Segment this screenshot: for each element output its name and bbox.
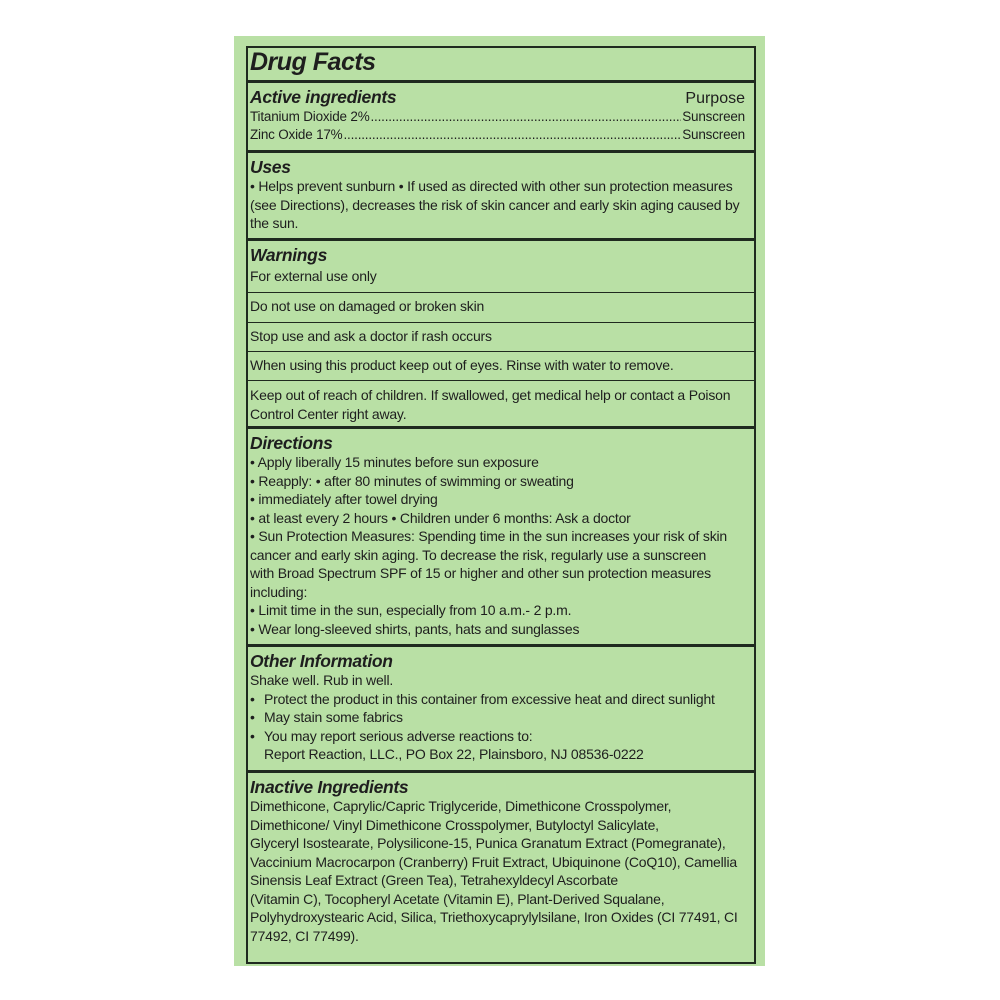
directions-line: • Apply liberally 15 minutes before sun exposure [250, 454, 539, 470]
divider [246, 644, 756, 647]
uses-line: (see Directions), decreases the risk of skin cancer and early skin aging caused by [250, 196, 740, 213]
ingredient-row [250, 126, 745, 144]
divider [246, 380, 756, 381]
divider [246, 292, 756, 293]
inactive-line: Sinensis Leaf Extract (Green Tea), Tetrahexyldecyl Ascorbate [250, 872, 619, 888]
inactive-line: Glyceryl Isostearate, Polysilicone-15, Punica Granatum Extract (Pomegranate), [250, 835, 726, 851]
purpose-label: Purpose [685, 90, 745, 107]
ingredient-purpose: Sunscreen [682, 109, 745, 124]
ingredient-name: Titanium Dioxide 2% [250, 109, 370, 124]
warning-item [250, 386, 745, 423]
warning-item: Do not use on damaged or broken skin [250, 298, 485, 314]
other-bullet: • May stain some fabrics [250, 709, 403, 725]
report-address: Report Reaction, LLC., PO Box 22, Plainsboro, NJ 08536-0222 [264, 746, 644, 762]
directions-line: • Reapply: • after 80 minutes of swimming or sweating [250, 472, 574, 489]
warning-line: Keep out of reach of children. If swallowed, get medical help or contact a Poison [250, 387, 731, 403]
divider [246, 426, 756, 429]
warning-item: Stop use and ask a doctor if rash occurs [250, 328, 492, 344]
active-ingredients-heading: Active ingredients [250, 87, 397, 107]
directions-line: including: [250, 583, 308, 600]
warning-item: When using this product keep out of eyes. Rinse with water to remove. [250, 357, 674, 373]
drug-facts-title: Drug Facts [250, 48, 376, 76]
inactive-line: (Vitamin C), Tocopheryl Acetate (Vitamin E), Plant-Derived Squalane, [250, 890, 665, 907]
ingredient-row [250, 108, 745, 126]
uses-section [250, 157, 745, 233]
divider [246, 238, 756, 241]
directions-section [250, 433, 745, 638]
inactive-line: Dimethicone/ Vinyl Dimethicone Crosspolymer, Butyloctyl Salicylate, [250, 816, 659, 833]
directions-line: • immediately after towel drying [250, 491, 438, 507]
directions-line: • at least every 2 hours • Children under 6 months: Ask a doctor [250, 509, 631, 526]
divider [246, 150, 756, 153]
divider [246, 322, 756, 323]
directions-line: • Limit time in the sun, especially from 10 a.m.- 2 p.m. [250, 602, 572, 618]
uses-heading: Uses [250, 157, 291, 177]
inactive-ingredients-section [250, 777, 745, 945]
inactive-ingredients-heading: Inactive Ingredients [250, 777, 409, 797]
other-information-heading: Other Information [250, 651, 393, 671]
divider [246, 80, 756, 83]
directions-line: with Broad Spectrum SPF of 15 or higher and other sun protection measures [250, 565, 711, 581]
inactive-line: Dimethicone, Caprylic/Capric Triglyceride, Dimethicone Crosspolymer, [250, 798, 672, 814]
warnings-heading: Warnings [250, 245, 328, 265]
other-intro: Shake well. Rub in well. [250, 672, 394, 688]
uses-line: the sun. [250, 215, 299, 231]
inactive-line: Polyhydroxystearic Acid, Silica, Triethoxycaprylylsilane, Iron Oxides (CI 77491, CI [250, 909, 738, 925]
uses-line: • Helps prevent sunburn • If used as directed with other sun protection measures [250, 178, 733, 194]
directions-line: • Sun Protection Measures: Spending time in the sun increases your risk of skin [250, 528, 728, 544]
inactive-line: Vaccinium Macrocarpon (Cranberry) Fruit Extract, Ubiquinone (CoQ10), Camellia [250, 853, 737, 870]
active-ingredients-section [250, 87, 745, 144]
divider [246, 351, 756, 352]
directions-line: • Wear long-sleeved shirts, pants, hats and sunglasses [250, 620, 580, 637]
warning-item: For external use only [250, 268, 377, 284]
directions-heading: Directions [250, 433, 333, 453]
divider [246, 770, 756, 773]
warning-line: Control Center right away. [250, 405, 407, 422]
other-bullet: • You may report serious adverse reactions to: [250, 727, 533, 744]
other-bullet: • Protect the product in this container from excessive heat and direct sunlight [250, 690, 715, 707]
ingredient-name: Zinc Oxide 17% [250, 127, 343, 142]
other-information-section [250, 651, 745, 764]
directions-line: cancer and early skin aging. To decrease the risk, regularly use a sunscreen [250, 546, 707, 563]
inactive-line: 77492, CI 77499). [250, 927, 359, 944]
ingredient-purpose: Sunscreen [682, 127, 745, 142]
